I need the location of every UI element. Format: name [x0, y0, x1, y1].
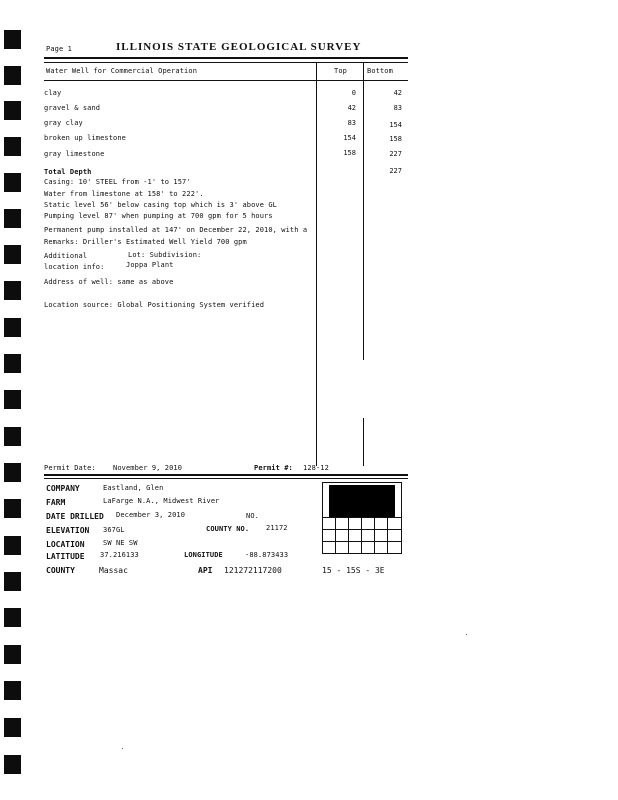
grid-line [361, 517, 362, 553]
stratum-bottom: 227 [389, 150, 402, 158]
punch-hole [4, 209, 21, 228]
stratum-name: gray limestone [44, 150, 105, 158]
permit-date-value: November 9, 2010 [113, 464, 183, 472]
pumping-level-line: Pumping level 87' when pumping at 700 gpm for 5 hours [44, 212, 273, 220]
punch-hole [4, 755, 21, 774]
location-value: SW NE SW [103, 539, 138, 547]
elevation-label: ELEVATION [46, 526, 90, 535]
address-line: Address of well: same as above [44, 278, 174, 286]
stratum-top: 154 [343, 134, 356, 142]
permit-rule [44, 474, 408, 476]
lot-subdivision: Lot: Subdivision: [128, 251, 202, 259]
grid-line [348, 517, 349, 553]
location-info-value: Joppa Plant [126, 261, 174, 269]
header-rule [44, 62, 408, 63]
total-depth-value: 227 [389, 167, 402, 175]
date-drilled-value: December 3, 2010 [116, 511, 186, 519]
stratum-name: gravel & sand [44, 104, 101, 112]
punch-hole [4, 66, 21, 85]
survey-title: ILLINOIS STATE GEOLOGICAL SURVEY [116, 41, 362, 53]
grid-line [387, 517, 388, 553]
county-value: Massac [99, 566, 128, 575]
latitude-value: 37.216133 [100, 551, 139, 559]
punch-hole [4, 173, 21, 192]
farm-value: LaFarge N.A., Midwest River [103, 497, 220, 505]
punch-hole [4, 463, 21, 482]
farm-label: FARM [46, 498, 66, 507]
elevation-value: 367GL [103, 526, 125, 534]
punch-hole [4, 245, 21, 264]
well-type: Water Well for Commercial Operation [46, 67, 198, 75]
company-label: COMPANY [46, 484, 80, 493]
table-header-rule [44, 80, 408, 81]
water-from-line: Water from limestone at 158' to 222'. [44, 190, 204, 198]
casing-line: Casing: 10' STEEL from -1' to 157' [44, 178, 191, 186]
stratum-top: 158 [343, 149, 356, 157]
company-value: Eastland, Glen [103, 484, 164, 492]
permit-number-label: Permit #: [254, 464, 293, 472]
punch-hole [4, 681, 21, 700]
punch-hole [4, 718, 21, 737]
stratum-top: 83 [347, 119, 356, 127]
grid-line [323, 517, 401, 518]
location-info-label: location info: [44, 263, 105, 271]
punch-hole [4, 572, 21, 591]
punch-hole [4, 137, 21, 156]
grid-line [374, 517, 375, 553]
api-value: 121272117200 [224, 566, 282, 575]
punch-hole [4, 427, 21, 446]
stratum-top: 42 [347, 104, 356, 112]
scan-speck [122, 748, 123, 749]
permit-number-value: 128-12 [303, 464, 329, 472]
stratum-bottom: 154 [389, 121, 402, 129]
punch-hole [4, 281, 21, 300]
date-drilled-label: DATE DRILLED [46, 512, 104, 521]
location-label: LOCATION [46, 540, 85, 549]
redaction-block [329, 485, 395, 517]
number-label: NO. [246, 512, 259, 520]
punch-hole [4, 101, 21, 120]
county-no-label: COUNTY NO. [206, 525, 250, 533]
grid-line [335, 517, 336, 553]
permit-date-label: Permit Date: [44, 464, 96, 472]
stratum-name: clay [44, 89, 62, 97]
permit-rule [44, 478, 408, 479]
stratum-name: broken up limestone [44, 134, 126, 142]
punch-hole [4, 318, 21, 337]
scan-speck [466, 634, 467, 635]
punch-hole [4, 645, 21, 664]
col-bottom-header: Bottom [367, 67, 393, 75]
county-no-value: 21172 [266, 524, 288, 532]
header-rule [44, 57, 408, 59]
punch-hole [4, 390, 21, 409]
remarks-line: Remarks: Driller's Estimated Well Yield 700 gpm [44, 238, 247, 246]
page-label: Page 1 [46, 45, 72, 53]
latitude-label: LATITUDE [46, 552, 85, 561]
api-label: API [198, 566, 213, 575]
punch-hole [4, 608, 21, 627]
longitude-value: -88.873433 [245, 551, 289, 559]
punch-hole [4, 499, 21, 518]
permanent-pump-line: Permanent pump installed at 147' on December 22, 2010, with a [44, 226, 308, 234]
stratum-name: gray clay [44, 119, 83, 127]
col-top-header: Top [334, 67, 347, 75]
punch-hole [4, 30, 21, 49]
static-level-line: Static level 56' below casing top which is 3' above GL [44, 201, 277, 209]
stratum-bottom: 158 [389, 135, 402, 143]
stratum-bottom: 83 [393, 104, 402, 112]
punch-hole [4, 354, 21, 373]
column-separator [363, 418, 364, 466]
section-locator-grid [322, 482, 402, 554]
additional-label: Additional [44, 252, 88, 260]
column-separator [363, 63, 364, 360]
county-label: COUNTY [46, 566, 75, 575]
longitude-label: LONGITUDE [184, 551, 223, 559]
stratum-bottom: 42 [393, 89, 402, 97]
township-range: 15 - 15S - 3E [322, 566, 385, 575]
total-depth-label: Total Depth [44, 168, 92, 176]
grid-line [323, 529, 401, 530]
stratum-top: 0 [351, 89, 356, 97]
column-separator [316, 63, 317, 466]
location-source-line: Location source: Global Positioning System verified [44, 301, 265, 309]
grid-line [323, 541, 401, 542]
punch-hole [4, 536, 21, 555]
